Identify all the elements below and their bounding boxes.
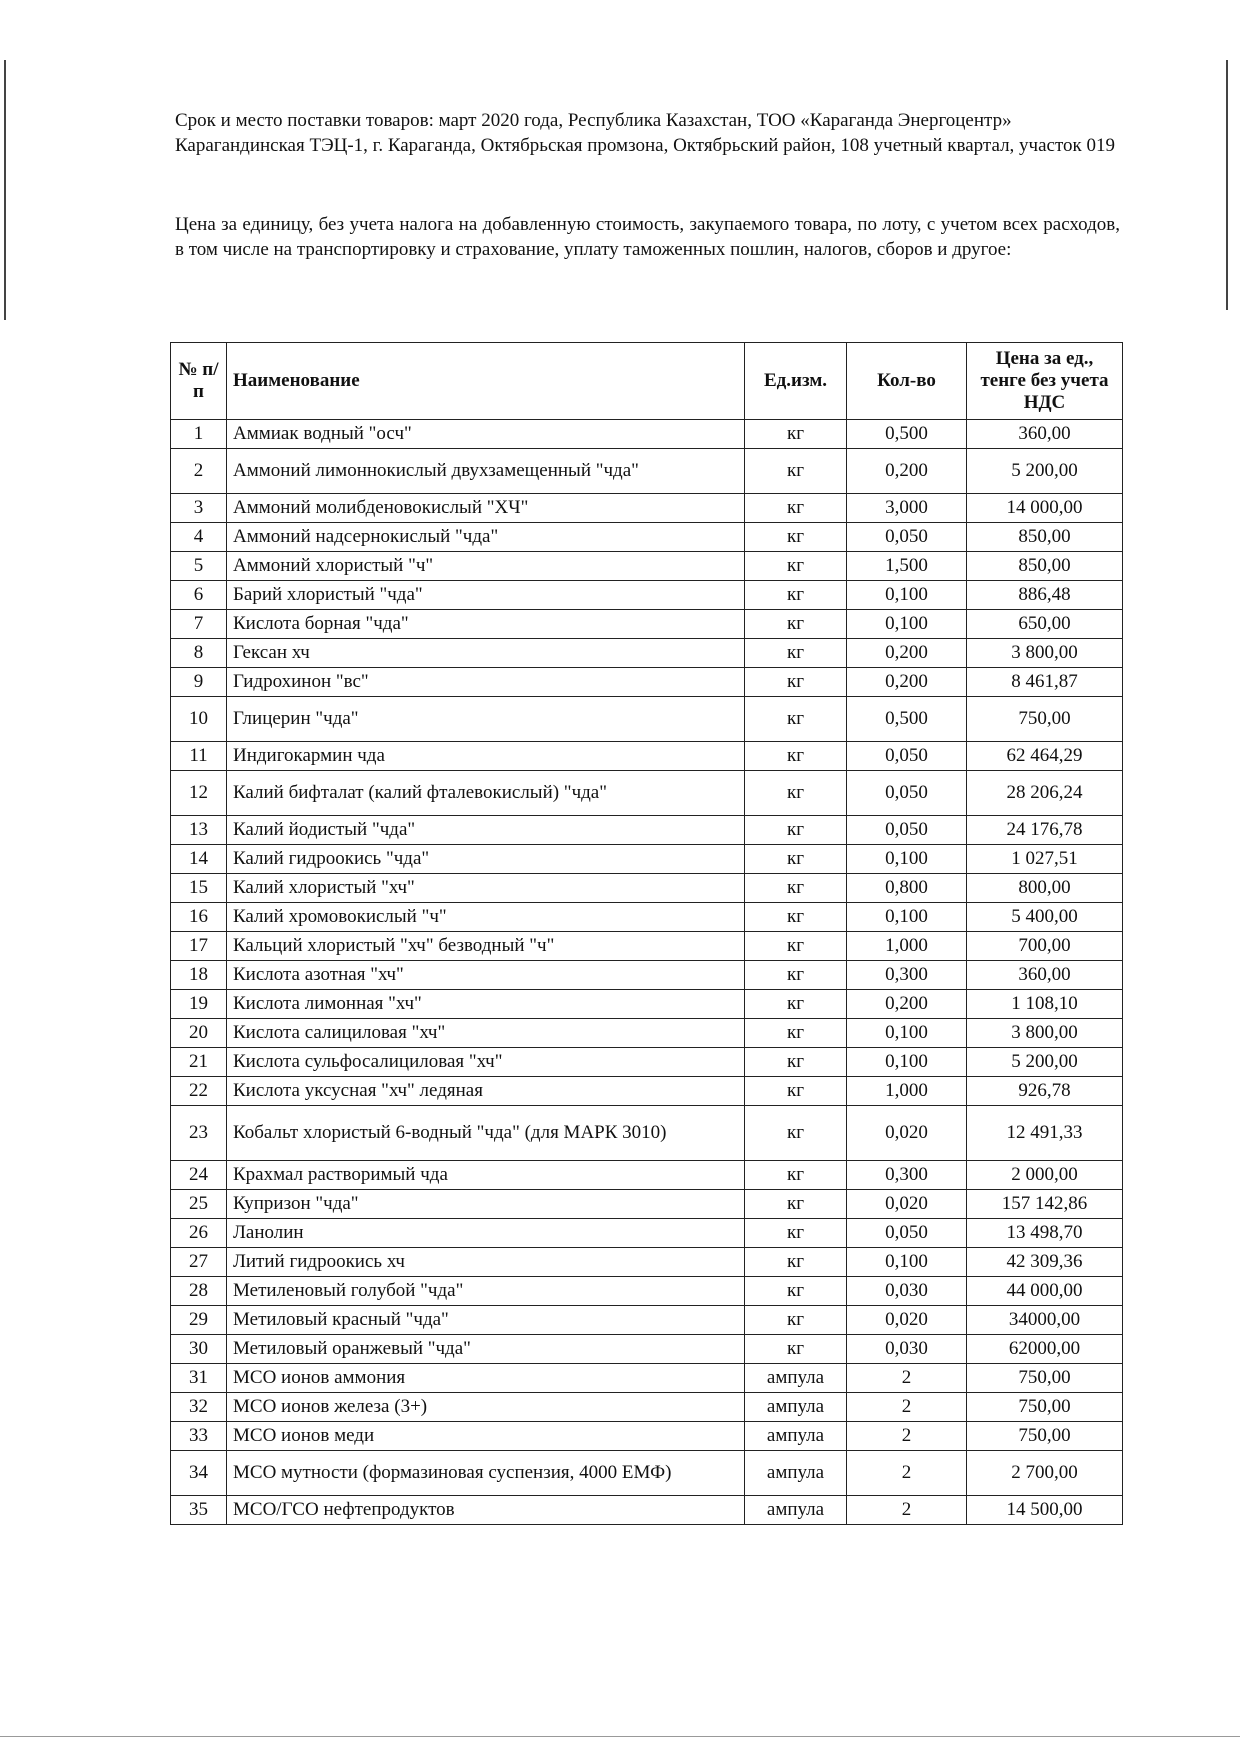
table-row (171, 552, 1123, 581)
row-name: Крахмал растворимый чда (227, 1161, 745, 1190)
row-qty: 0,100 (847, 845, 967, 874)
table-row (171, 1496, 1123, 1525)
row-unit: кг (745, 523, 847, 552)
row-qty: 2 (847, 1364, 967, 1393)
row-num: 28 (171, 1277, 227, 1306)
row-name: Калий йодистый "чда" (227, 816, 745, 845)
row-price: 360,00 (967, 961, 1123, 990)
row-name: Литий гидроокись хч (227, 1248, 745, 1277)
row-unit: кг (745, 903, 847, 932)
row-qty: 0,100 (847, 1248, 967, 1277)
row-name: Метиловый красный "чда" (227, 1306, 745, 1335)
row-num: 5 (171, 552, 227, 581)
row-qty: 1,500 (847, 552, 967, 581)
row-qty: 0,500 (847, 697, 967, 742)
row-price: 750,00 (967, 697, 1123, 742)
row-name: Кислота салициловая "хч" (227, 1019, 745, 1048)
row-qty: 0,500 (847, 420, 967, 449)
row-name: Гексан хч (227, 639, 745, 668)
row-num: 12 (171, 771, 227, 816)
table-row (171, 1219, 1123, 1248)
row-name: Аммоний молибденовокислый "ХЧ" (227, 494, 745, 523)
row-name: МСО/ГСО нефтепродуктов (227, 1496, 745, 1525)
row-num: 15 (171, 874, 227, 903)
row-name: МСО ионов меди (227, 1422, 745, 1451)
row-num: 1 (171, 420, 227, 449)
row-name: Аммоний хлористый "ч" (227, 552, 745, 581)
row-price: 14 500,00 (967, 1496, 1123, 1525)
row-unit: кг (745, 816, 847, 845)
row-unit: кг (745, 845, 847, 874)
row-name: МСО ионов железа (3+) (227, 1393, 745, 1422)
row-price: 750,00 (967, 1393, 1123, 1422)
header-name: Наименование (227, 343, 745, 420)
row-unit: кг (745, 610, 847, 639)
row-name: МСО мутности (формазиновая суспензия, 4000 ЕМФ) (227, 1451, 745, 1496)
row-num: 6 (171, 581, 227, 610)
row-unit: кг (745, 1306, 847, 1335)
row-name: Кобальт хлористый 6-водный "чда" (для МАРК 3010) (227, 1106, 745, 1161)
row-qty: 0,100 (847, 610, 967, 639)
row-price: 850,00 (967, 523, 1123, 552)
row-name: МСО ионов аммония (227, 1364, 745, 1393)
row-name: Гидрохинон "вс" (227, 668, 745, 697)
row-price: 14 000,00 (967, 494, 1123, 523)
row-unit: кг (745, 771, 847, 816)
row-qty: 2 (847, 1496, 967, 1525)
table-body (171, 420, 1123, 1525)
table-row (171, 639, 1123, 668)
row-name: Ланолин (227, 1219, 745, 1248)
table-row (171, 990, 1123, 1019)
scan-edge-left (4, 60, 6, 320)
table-row (171, 1306, 1123, 1335)
row-qty: 0,100 (847, 903, 967, 932)
row-num: 33 (171, 1422, 227, 1451)
row-name: Метиленовый голубой "чда" (227, 1277, 745, 1306)
row-qty: 0,020 (847, 1106, 967, 1161)
row-price: 62000,00 (967, 1335, 1123, 1364)
row-price: 13 498,70 (967, 1219, 1123, 1248)
table-row (171, 1422, 1123, 1451)
row-name: Барий хлористый "чда" (227, 581, 745, 610)
row-price: 5 200,00 (967, 449, 1123, 494)
row-name: Глицерин "чда" (227, 697, 745, 742)
row-name: Кальций хлористый "хч" безводный "ч" (227, 932, 745, 961)
row-price: 3 800,00 (967, 1019, 1123, 1048)
row-qty: 0,200 (847, 639, 967, 668)
row-num: 20 (171, 1019, 227, 1048)
row-price: 886,48 (967, 581, 1123, 610)
row-unit: кг (745, 1335, 847, 1364)
row-unit: кг (745, 1048, 847, 1077)
row-num: 2 (171, 449, 227, 494)
row-price: 2 000,00 (967, 1161, 1123, 1190)
row-qty: 0,200 (847, 990, 967, 1019)
row-qty: 1,000 (847, 932, 967, 961)
table-row (171, 932, 1123, 961)
row-price: 800,00 (967, 874, 1123, 903)
table-row (171, 1190, 1123, 1219)
table-row (171, 845, 1123, 874)
row-price: 5 200,00 (967, 1048, 1123, 1077)
table-row (171, 1451, 1123, 1496)
row-price: 28 206,24 (967, 771, 1123, 816)
row-num: 16 (171, 903, 227, 932)
row-num: 11 (171, 742, 227, 771)
row-num: 9 (171, 668, 227, 697)
row-qty: 0,100 (847, 1048, 967, 1077)
row-unit: кг (745, 668, 847, 697)
row-price: 926,78 (967, 1077, 1123, 1106)
table-row (171, 668, 1123, 697)
row-num: 21 (171, 1048, 227, 1077)
row-unit: кг (745, 874, 847, 903)
table-row (171, 742, 1123, 771)
row-qty: 2 (847, 1451, 967, 1496)
scan-edge-bottom (0, 1736, 1240, 1737)
scan-edge-right (1226, 60, 1228, 310)
header-num: № п/п (171, 343, 227, 420)
row-price: 2 700,00 (967, 1451, 1123, 1496)
table-row (171, 1364, 1123, 1393)
table-row (171, 771, 1123, 816)
table-row (171, 1019, 1123, 1048)
row-num: 10 (171, 697, 227, 742)
table-row (171, 1048, 1123, 1077)
table-row (171, 610, 1123, 639)
row-num: 35 (171, 1496, 227, 1525)
row-name: Кислота борная "чда" (227, 610, 745, 639)
row-unit: кг (745, 639, 847, 668)
table-row (171, 874, 1123, 903)
row-num: 23 (171, 1106, 227, 1161)
row-unit: кг (745, 1161, 847, 1190)
row-num: 7 (171, 610, 227, 639)
row-name: Калий хромовокислый "ч" (227, 903, 745, 932)
row-price: 5 400,00 (967, 903, 1123, 932)
row-unit: кг (745, 932, 847, 961)
row-num: 32 (171, 1393, 227, 1422)
row-unit: ампула (745, 1393, 847, 1422)
row-qty: 3,000 (847, 494, 967, 523)
table-row (171, 1277, 1123, 1306)
row-price: 34000,00 (967, 1306, 1123, 1335)
table-row (171, 494, 1123, 523)
row-qty: 0,300 (847, 961, 967, 990)
row-name: Калий гидроокись "чда" (227, 845, 745, 874)
row-qty: 0,300 (847, 1161, 967, 1190)
items-table (170, 342, 1123, 1525)
row-unit: кг (745, 1077, 847, 1106)
row-num: 31 (171, 1364, 227, 1393)
row-price: 360,00 (967, 420, 1123, 449)
row-name: Метиловый оранжевый "чда" (227, 1335, 745, 1364)
row-num: 24 (171, 1161, 227, 1190)
row-num: 29 (171, 1306, 227, 1335)
row-num: 3 (171, 494, 227, 523)
row-num: 22 (171, 1077, 227, 1106)
row-num: 17 (171, 932, 227, 961)
row-unit: кг (745, 1248, 847, 1277)
row-unit: кг (745, 494, 847, 523)
row-unit: кг (745, 961, 847, 990)
row-unit: кг (745, 697, 847, 742)
row-price: 750,00 (967, 1422, 1123, 1451)
row-price: 44 000,00 (967, 1277, 1123, 1306)
row-name: Аммоний лимоннокислый двухзамещенный "чда" (227, 449, 745, 494)
row-name: Кислота лимонная "хч" (227, 990, 745, 1019)
row-num: 4 (171, 523, 227, 552)
row-unit: кг (745, 1219, 847, 1248)
row-unit: ампула (745, 1364, 847, 1393)
row-qty: 0,020 (847, 1190, 967, 1219)
row-name: Аммиак водный "осч" (227, 420, 745, 449)
row-price: 42 309,36 (967, 1248, 1123, 1277)
row-unit: ампула (745, 1496, 847, 1525)
row-unit: кг (745, 449, 847, 494)
row-name: Аммоний надсернокислый "чда" (227, 523, 745, 552)
row-name: Калий хлористый "хч" (227, 874, 745, 903)
row-unit: ампула (745, 1422, 847, 1451)
header-qty: Кол-во (847, 343, 967, 420)
row-qty: 1,000 (847, 1077, 967, 1106)
row-num: 14 (171, 845, 227, 874)
table-row (171, 420, 1123, 449)
table-row (171, 903, 1123, 932)
row-qty: 0,050 (847, 1219, 967, 1248)
row-qty: 2 (847, 1393, 967, 1422)
row-price: 1 027,51 (967, 845, 1123, 874)
row-name: Купризон "чда" (227, 1190, 745, 1219)
row-num: 25 (171, 1190, 227, 1219)
row-qty: 0,200 (847, 668, 967, 697)
row-name: Кислота азотная "хч" (227, 961, 745, 990)
row-qty: 0,030 (847, 1335, 967, 1364)
price-note: Цена за единицу, без учета налога на добавленную стоимость, закупаемого товара, по лоту, с учетом всех расходов, в том числе на транспортировку и страхование, уплату таможенных пошлин, налогов, сборов и другое: (175, 214, 1120, 260)
row-price: 3 800,00 (967, 639, 1123, 668)
row-num: 30 (171, 1335, 227, 1364)
row-qty: 0,800 (847, 874, 967, 903)
row-qty: 0,100 (847, 581, 967, 610)
row-price: 62 464,29 (967, 742, 1123, 771)
table-row (171, 1393, 1123, 1422)
row-name: Кислота уксусная "хч" ледяная (227, 1077, 745, 1106)
row-num: 13 (171, 816, 227, 845)
table-row (171, 1161, 1123, 1190)
row-qty: 0,050 (847, 523, 967, 552)
row-qty: 0,050 (847, 771, 967, 816)
row-unit: кг (745, 990, 847, 1019)
row-unit: кг (745, 552, 847, 581)
row-price: 24 176,78 (967, 816, 1123, 845)
row-unit: кг (745, 581, 847, 610)
table-row (171, 1077, 1123, 1106)
table-row (171, 1248, 1123, 1277)
row-name: Кислота сульфосалициловая "хч" (227, 1048, 745, 1077)
delivery-terms: Срок и место поставки товаров: март 2020 года, Республика Казахстан, ТОО «Караганда Энергоцентр» Карагандинская ТЭЦ-1, г. Караганда, Октябрьская промзона, Октябрьский район, 108 учетный квартал, участок 019 (175, 110, 1116, 156)
row-qty: 0,050 (847, 742, 967, 771)
table-row (171, 581, 1123, 610)
row-unit: кг (745, 1019, 847, 1048)
row-unit: кг (745, 1277, 847, 1306)
row-unit: кг (745, 1190, 847, 1219)
table-row (171, 449, 1123, 494)
table-row (171, 1335, 1123, 1364)
row-price: 8 461,87 (967, 668, 1123, 697)
row-price: 650,00 (967, 610, 1123, 639)
row-price: 157 142,86 (967, 1190, 1123, 1219)
header-price: Цена за ед., тенге без учета НДС (967, 343, 1123, 420)
row-num: 26 (171, 1219, 227, 1248)
table-row (171, 816, 1123, 845)
row-price: 850,00 (967, 552, 1123, 581)
row-price: 750,00 (967, 1364, 1123, 1393)
row-name: Индигокармин чда (227, 742, 745, 771)
row-num: 34 (171, 1451, 227, 1496)
row-name: Калий бифталат (калий фталевокислый) "чда" (227, 771, 745, 816)
table-header-row (171, 343, 1123, 420)
row-num: 19 (171, 990, 227, 1019)
row-price: 1 108,10 (967, 990, 1123, 1019)
row-num: 8 (171, 639, 227, 668)
table-row (171, 961, 1123, 990)
row-qty: 0,020 (847, 1306, 967, 1335)
header-unit: Ед.изм. (745, 343, 847, 420)
row-qty: 0,100 (847, 1019, 967, 1048)
row-unit: кг (745, 420, 847, 449)
row-qty: 0,030 (847, 1277, 967, 1306)
row-unit: кг (745, 742, 847, 771)
row-unit: кг (745, 1106, 847, 1161)
row-qty: 0,200 (847, 449, 967, 494)
row-num: 18 (171, 961, 227, 990)
row-num: 27 (171, 1248, 227, 1277)
row-qty: 2 (847, 1422, 967, 1451)
row-price: 12 491,33 (967, 1106, 1123, 1161)
table-row (171, 697, 1123, 742)
row-price: 700,00 (967, 932, 1123, 961)
row-unit: ампула (745, 1451, 847, 1496)
table-row (171, 523, 1123, 552)
table-row (171, 1106, 1123, 1161)
row-qty: 0,050 (847, 816, 967, 845)
